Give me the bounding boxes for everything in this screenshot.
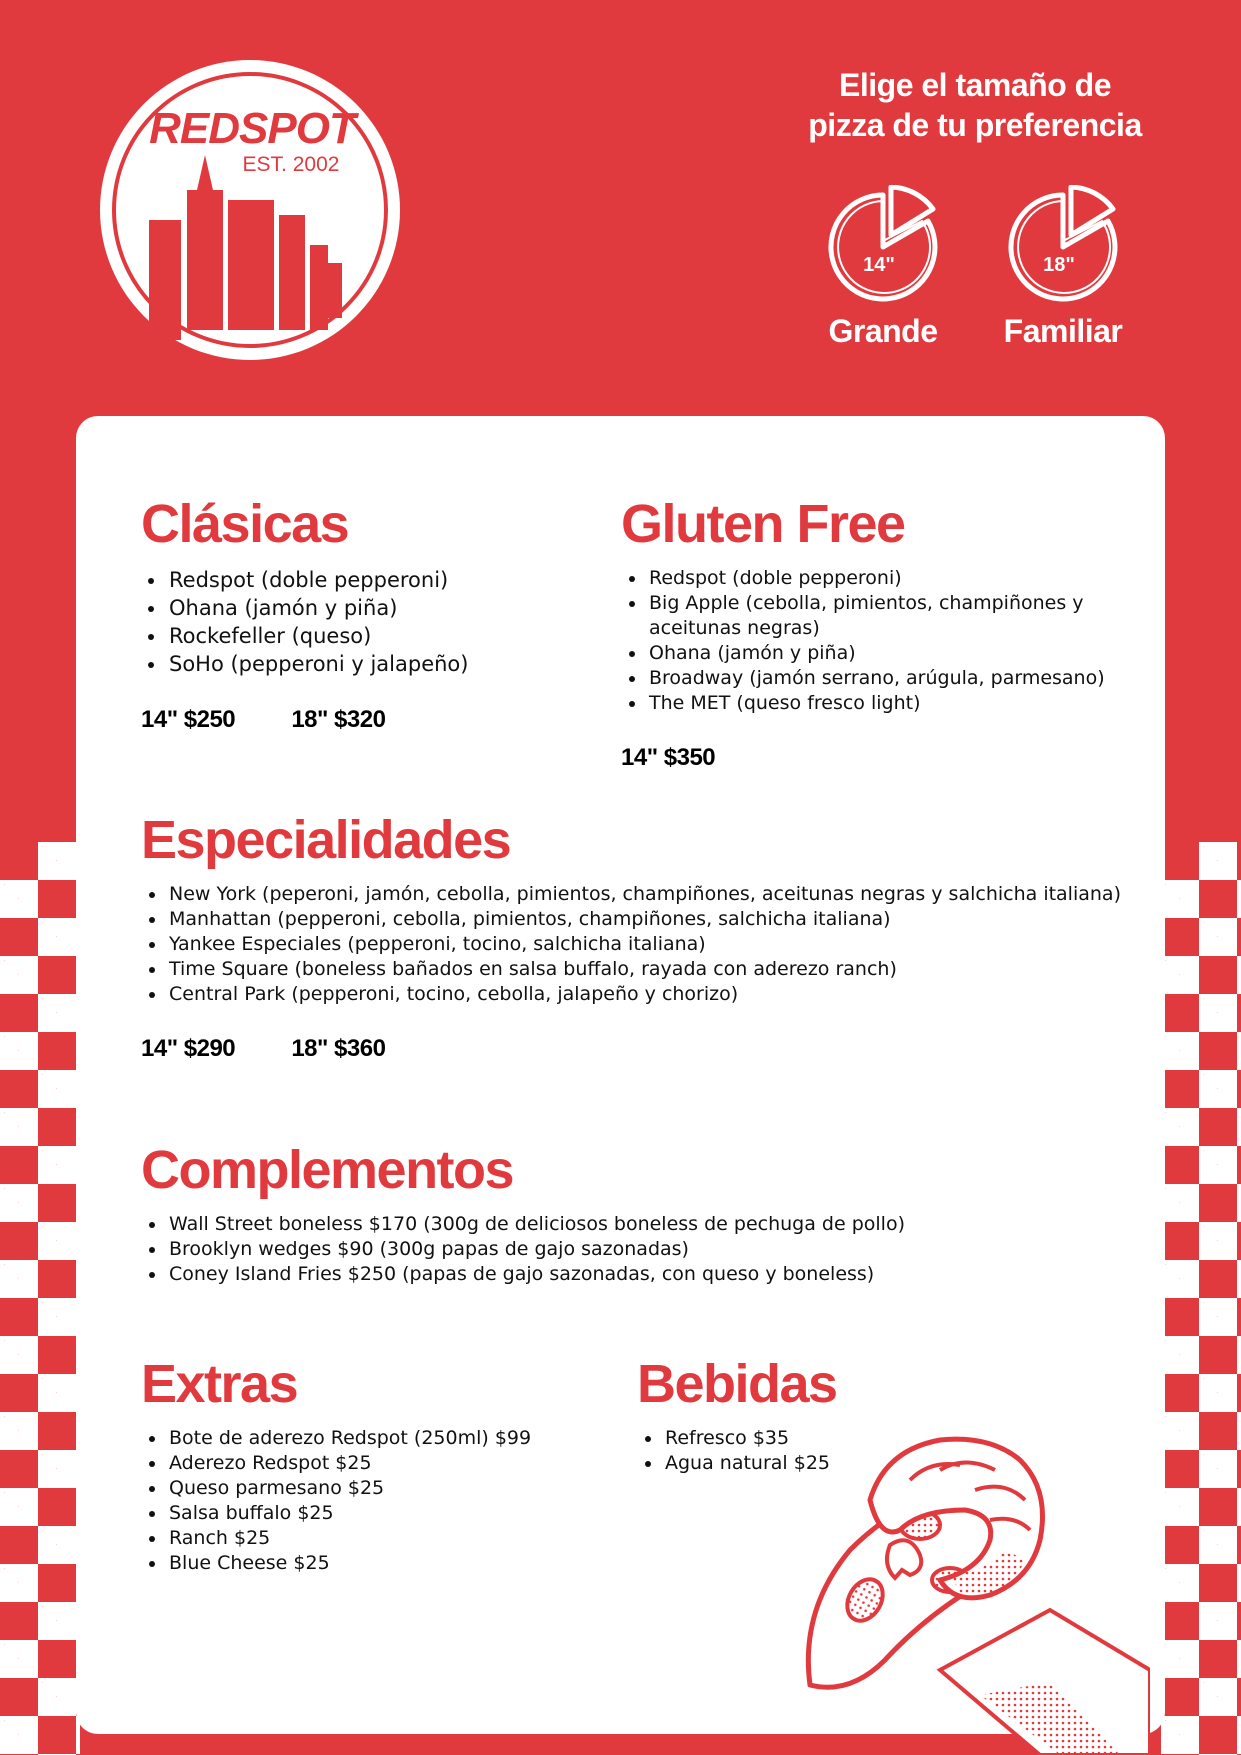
list-item: • Ranch $25 [167,1526,601,1551]
section-clasicas [141,492,561,734]
size-inches-grande: 14" [863,254,895,276]
checker-pattern-left [0,842,80,1755]
section-title-especialidades: Especialidades [141,810,511,870]
section-title-complementos: Complementos [141,1140,514,1200]
size-label-grande: Grande [828,313,938,349]
section-extras [141,1352,601,1576]
section-especialidades [141,808,1121,1063]
price-18: 18" $360 [291,1035,386,1062]
list-item: • SoHo (pepperoni y jalapeño) [167,650,561,678]
size-title-line2: pizza de tu preferencia [808,107,1142,143]
price-14: 14" $290 [141,1035,236,1062]
size-option-familiar [993,185,1133,350]
list-item: • Refresco $35 [663,1426,937,1451]
list-item: • Ohana (jamón y piña) [647,641,1121,666]
pizza-slice-icon [1003,185,1123,305]
list-item: • Wall Street boneless $170 (300g de deliciosos boneless de pechuga de pollo) [167,1212,1121,1237]
list-item: • Broadway (jamón serrano, arúgula, parmesano) [647,666,1121,691]
section-title-extras: Extras [141,1354,298,1414]
section-title-clasicas: Clásicas [141,494,349,554]
list-item: • Rockefeller (queso) [167,622,561,650]
extras-list [141,1426,601,1576]
section-gluten-free [621,492,1121,772]
list-item: • Central Park (pepperoni, tocino, cebolla, jalapeño y chorizo) [167,982,1121,1007]
list-item: • Salsa buffalo $25 [167,1501,601,1526]
logo-est-text: EST. 2002 [242,153,340,176]
especialidades-list [141,882,1121,1007]
clasicas-list [141,566,561,678]
size-title-line1: Elige el tamaño de [839,67,1111,103]
size-inches-familiar: 18" [1043,254,1075,276]
list-item: • Agua natural $25 [663,1451,937,1476]
list-item: • Time Square (boneless bañados en salsa buffalo, rayada con aderezo ranch) [167,957,1121,982]
gluten-free-list [621,566,1121,716]
gluten-free-prices [621,744,1121,772]
list-item: • The MET (queso fresco light) [647,691,1121,716]
list-item: • New York (peperoni, jamón, cebolla, pimientos, champiñones, aceitunas negras y salchicha italiana) [167,882,1121,907]
especialidades-prices [141,1035,1121,1063]
list-item: • Big Apple (cebolla, pimientos, champiñones y aceitunas negras) [647,591,1121,641]
price-14: 14" $250 [141,706,236,733]
price-14: 14" $350 [621,744,716,771]
list-item: • Redspot (doble pepperoni) [167,566,561,594]
section-title-bebidas: Bebidas [637,1354,837,1414]
section-title-gluten-free: Gluten Free [621,494,905,554]
size-label-familiar: Familiar [1003,313,1123,349]
list-item: • Brooklyn wedges $90 (300g papas de gajo sazonadas) [167,1237,1121,1262]
pizza-slice-icon [823,185,943,305]
size-option-grande [813,185,953,350]
list-item: • Redspot (doble pepperoni) [647,566,1121,591]
list-item: • Aderezo Redspot $25 [167,1451,601,1476]
hand-pizza-illustration [790,1420,1150,1755]
list-item: • Blue Cheese $25 [167,1551,601,1576]
list-item: • Queso parmesano $25 [167,1476,601,1501]
list-item: • Yankee Especiales (pepperoni, tocino, salchicha italiana) [167,932,1121,957]
price-18: 18" $320 [291,706,386,733]
logo-brand-text: REDSPOT [149,104,355,153]
list-item: • Ohana (jamón y piña) [167,594,561,622]
size-chooser-title [780,65,1170,145]
clasicas-prices [141,706,561,734]
complementos-list [141,1212,1121,1287]
list-item: • Manhattan (pepperoni, cebolla, pimientos, champiñones, salchicha italiana) [167,907,1121,932]
section-complementos [141,1138,1121,1287]
redspot-logo [95,55,405,365]
list-item: • Bote de aderezo Redspot (250ml) $99 [167,1426,601,1451]
checker-pattern-right [1161,842,1241,1755]
list-item: • Coney Island Fries $250 (papas de gajo sazonadas, con queso y boneless) [167,1262,1121,1287]
